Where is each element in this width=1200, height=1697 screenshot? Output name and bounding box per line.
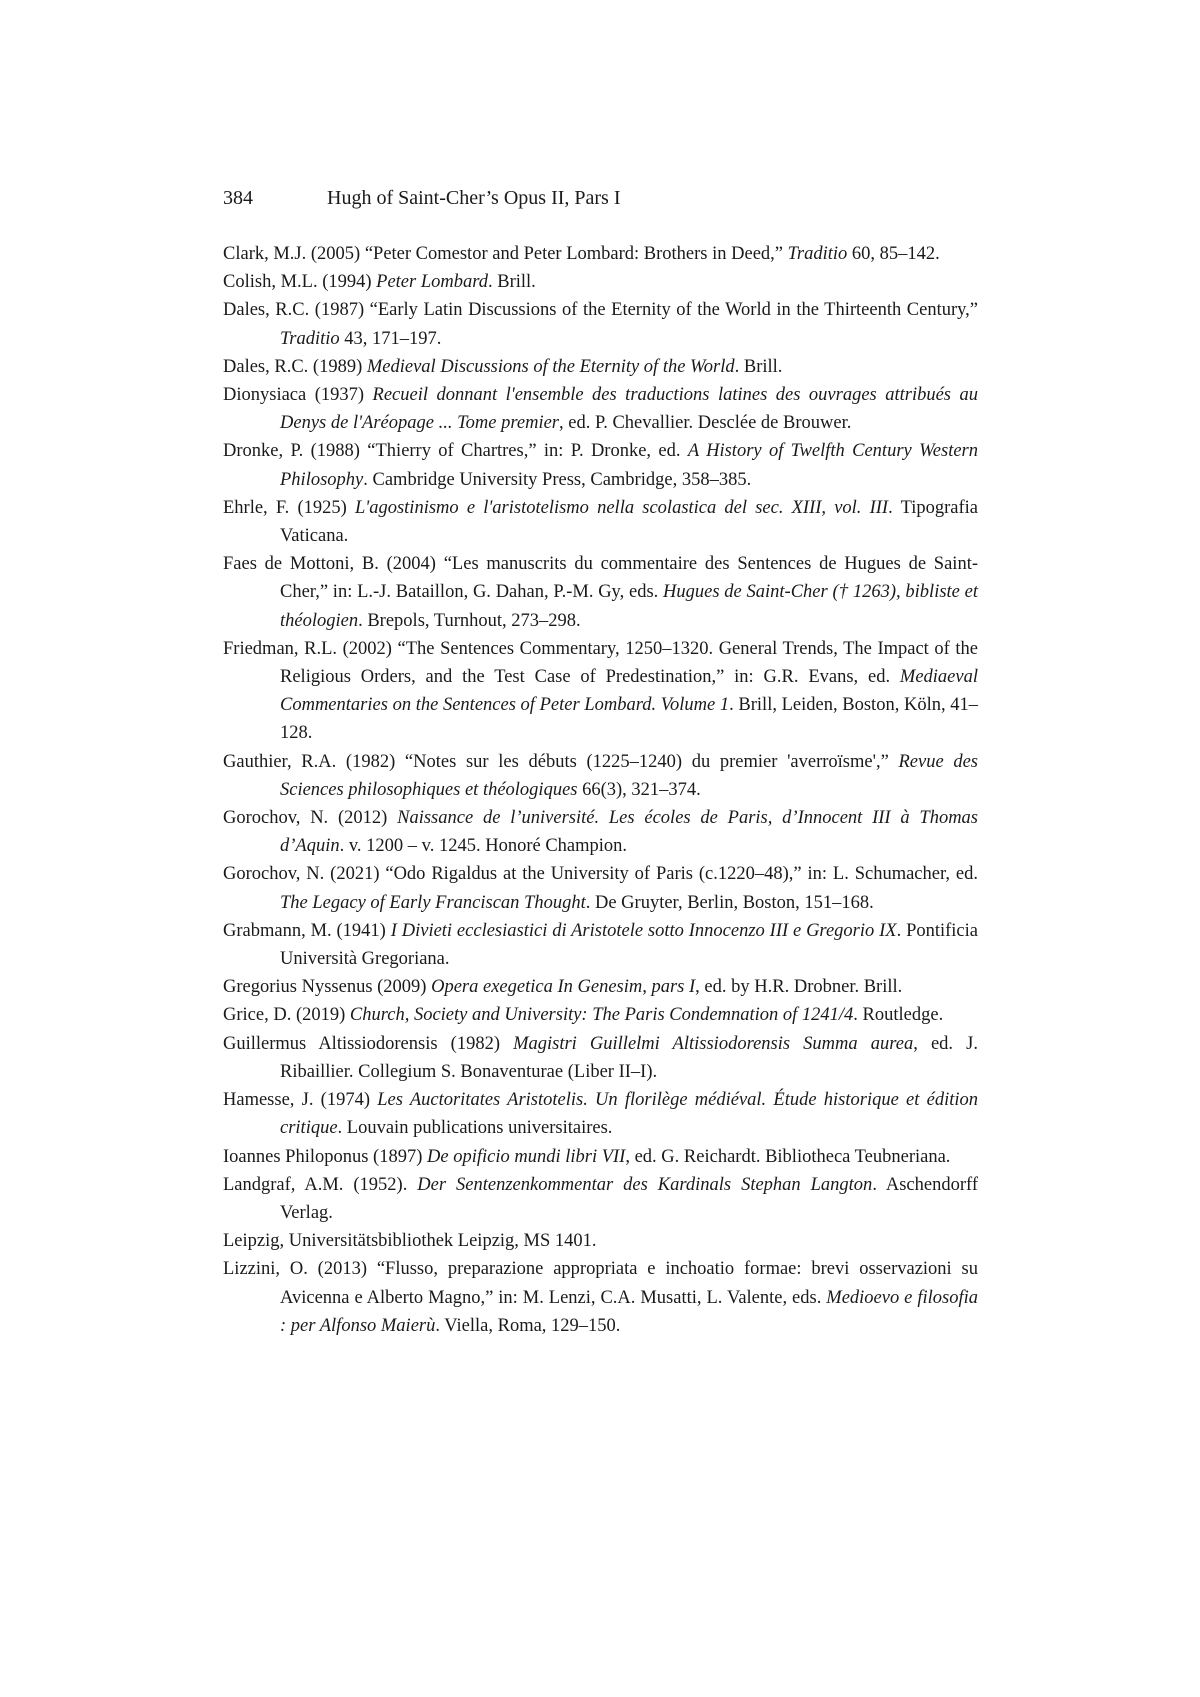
entry-text: Landgraf, A.M. (1952).: [223, 1175, 417, 1195]
entry-title: The Legacy of Early Franciscan Thought: [280, 893, 586, 913]
bibliography-entry: [223, 1171, 978, 1227]
bibliography-entry: [223, 748, 978, 804]
entry-title: Recueil donnant l'ensemble des traductions latines des ouvrages attribués au Denys de l'Aréopage ... Tome premier: [280, 385, 978, 433]
entry-text: Clark, M.J. (2005) “Peter Comestor and Peter Lombard: Brothers in Deed,”: [223, 244, 788, 264]
running-title: Hugh of Saint-Cher’s Opus II, Pars I: [327, 187, 621, 209]
entry-text: Faes de Mottoni, B. (2004) “Les manuscrits du commentaire des Sentences de Hugues de Saint-Cher,” in: L.-J. Bataillon, G. Dahan, P.-M. Gy, eds.: [223, 554, 978, 602]
entry-text: Dionysiaca (1937): [223, 385, 373, 405]
entry-text: , ed. J. Ribaillier. Collegium S. Bonaventurae (Liber II–I).: [280, 1034, 978, 1082]
entry-text: . Cambridge University Press, Cambridge, 358–385.: [363, 470, 751, 490]
entry-title: Traditio: [280, 329, 340, 349]
entry-text: . Louvain publications universitaires.: [338, 1118, 613, 1138]
entry-text: Dronke, P. (1988) “Thierry of Chartres,” in: P. Dronke, ed.: [223, 441, 688, 461]
entry-title: De opificio mundi libri VII: [427, 1147, 625, 1167]
entry-text: Gregorius Nyssenus (2009): [223, 977, 431, 997]
entry-text: Friedman, R.L. (2002) “The Sentences Commentary, 1250–1320. General Trends, The Impact of the Religious Orders, and the Test Case of Predestination,” in: G.R. Evans, ed.: [223, 639, 978, 687]
bibliography-list: [223, 240, 978, 1340]
entry-title: Revue des Sciences philosophiques et théologiques: [280, 752, 978, 800]
entry-title: Les Auctoritates Aristotelis. Un florilège médiéval. Étude historique et édition critique: [280, 1090, 978, 1138]
entry-text: . Brill.: [488, 272, 536, 292]
entry-text: Dales, R.C. (1987) “Early Latin Discussions of the Eternity of the World in the Thirteenth Century,”: [223, 300, 978, 320]
entry-text: Gorochov, N. (2021) “Odo Rigaldus at the University of Paris (c.1220–48),” in: L. Schumacher, ed.: [223, 864, 978, 884]
entry-text: 66(3), 321–374.: [577, 780, 700, 800]
entry-text: Gorochov, N. (2012): [223, 808, 397, 828]
entry-text: Grabmann, M. (1941): [223, 921, 391, 941]
entry-text: . Routledge.: [853, 1005, 943, 1025]
bibliography-entry: [223, 973, 978, 1001]
bibliography-entry: [223, 1143, 978, 1171]
bibliography-entry: [223, 860, 978, 916]
bibliography-entry: [223, 635, 978, 748]
entry-text: . Brepols, Turnhout, 273–298.: [358, 611, 581, 631]
entry-text: Ioannes Philoponus (1897): [223, 1147, 427, 1167]
entry-title: Medioevo e filosofia : per Alfonso Maierù: [280, 1288, 978, 1336]
entry-text: . Pontificia Università Gregoriana.: [280, 921, 978, 969]
bibliography-entry: [223, 1227, 978, 1255]
entry-text: Hamesse, J. (1974): [223, 1090, 377, 1110]
bibliography-entry: [223, 1086, 978, 1142]
entry-text: 43, 171–197.: [340, 329, 442, 349]
entry-text: , ed. P. Chevallier. Desclée de Brouwer.: [559, 413, 851, 433]
entry-text: Dales, R.C. (1989): [223, 357, 367, 377]
bibliography-entry: [223, 550, 978, 635]
entry-title: Traditio: [788, 244, 848, 264]
entry-text: . Brill.: [735, 357, 783, 377]
bibliography-entry: [223, 804, 978, 860]
entry-title: I Divieti ecclesiastici di Aristotele sotto Innocenzo III e Gregorio IX: [391, 921, 897, 941]
entry-text: Ehrle, F. (1925): [223, 498, 355, 518]
entry-text: . v. 1200 – v. 1245. Honoré Champion.: [340, 836, 627, 856]
bibliography-entry: [223, 917, 978, 973]
entry-title: Peter Lombard: [376, 272, 488, 292]
entry-text: . Viella, Roma, 129–150.: [435, 1316, 620, 1336]
entry-title: Church, Society and University: The Paris Condemnation of 1241/4: [350, 1005, 853, 1025]
entry-title: Medieval Discussions of the Eternity of the World: [367, 357, 735, 377]
entry-title: Der Sentenzenkommentar des Kardinals Stephan Langton: [417, 1175, 872, 1195]
entry-text: Gauthier, R.A. (1982) “Notes sur les débuts (1225–1240) du premier 'averroïsme',”: [223, 752, 898, 772]
entry-text: Guillermus Altissiodorensis (1982): [223, 1034, 513, 1054]
entry-text: . Tipografia Vaticana.: [280, 498, 978, 546]
entry-text: . Aschendorff Verlag.: [280, 1175, 978, 1223]
bibliography-entry: [223, 296, 978, 352]
entry-title: Magistri Guillelmi Altissiodorensis Summa aurea: [513, 1034, 913, 1054]
entry-text: , ed. by H.R. Drobner. Brill.: [695, 977, 902, 997]
bibliography-entry: [223, 1255, 978, 1340]
bibliography-entry: [223, 1030, 978, 1086]
bibliography-entry: [223, 437, 978, 493]
bibliography-entry: [223, 1001, 978, 1029]
entry-title: L'agostinismo e l'aristotelismo nella scolastica del sec. XIII, vol. III: [355, 498, 888, 518]
bibliography-entry: [223, 381, 978, 437]
entry-text: 60, 85–142.: [847, 244, 940, 264]
bibliography-entry: [223, 353, 978, 381]
entry-title: Mediaeval Commentaries on the Sentences of Peter Lombard. Volume 1: [280, 667, 978, 715]
entry-title: Naissance de l’université. Les écoles de Paris, d’Innocent III à Thomas d’Aquin: [280, 808, 978, 856]
entry-text: Colish, M.L. (1994): [223, 272, 376, 292]
running-header: [223, 188, 621, 208]
page-number: 384: [223, 188, 327, 208]
entry-text: . De Gruyter, Berlin, Boston, 151–168.: [586, 893, 874, 913]
bibliography-entry: [223, 240, 978, 268]
entry-text: . Brill, Leiden, Boston, Köln, 41–128.: [280, 695, 978, 743]
entry-text: , ed. G. Reichardt. Bibliotheca Teubneriana.: [625, 1147, 950, 1167]
entry-text: Lizzini, O. (2013) “Flusso, preparazione appropriata e inchoatio formae: brevi osservazioni su Avicenna e Alberto Magno,” in: M. Lenzi, C.A. Musatti, L. Valente, eds.: [223, 1259, 978, 1307]
entry-title: A History of Twelfth Century Western Philosophy: [280, 441, 978, 489]
entry-text: Leipzig, Universitätsbibliothek Leipzig, MS 1401.: [223, 1231, 597, 1251]
entry-title: Hugues de Saint-Cher († 1263), bibliste et théologien: [280, 582, 978, 630]
entry-text: Grice, D. (2019): [223, 1005, 350, 1025]
bibliography-entry: [223, 494, 978, 550]
entry-title: Opera exegetica In Genesim, pars I: [431, 977, 695, 997]
bibliography-entry: [223, 268, 978, 296]
